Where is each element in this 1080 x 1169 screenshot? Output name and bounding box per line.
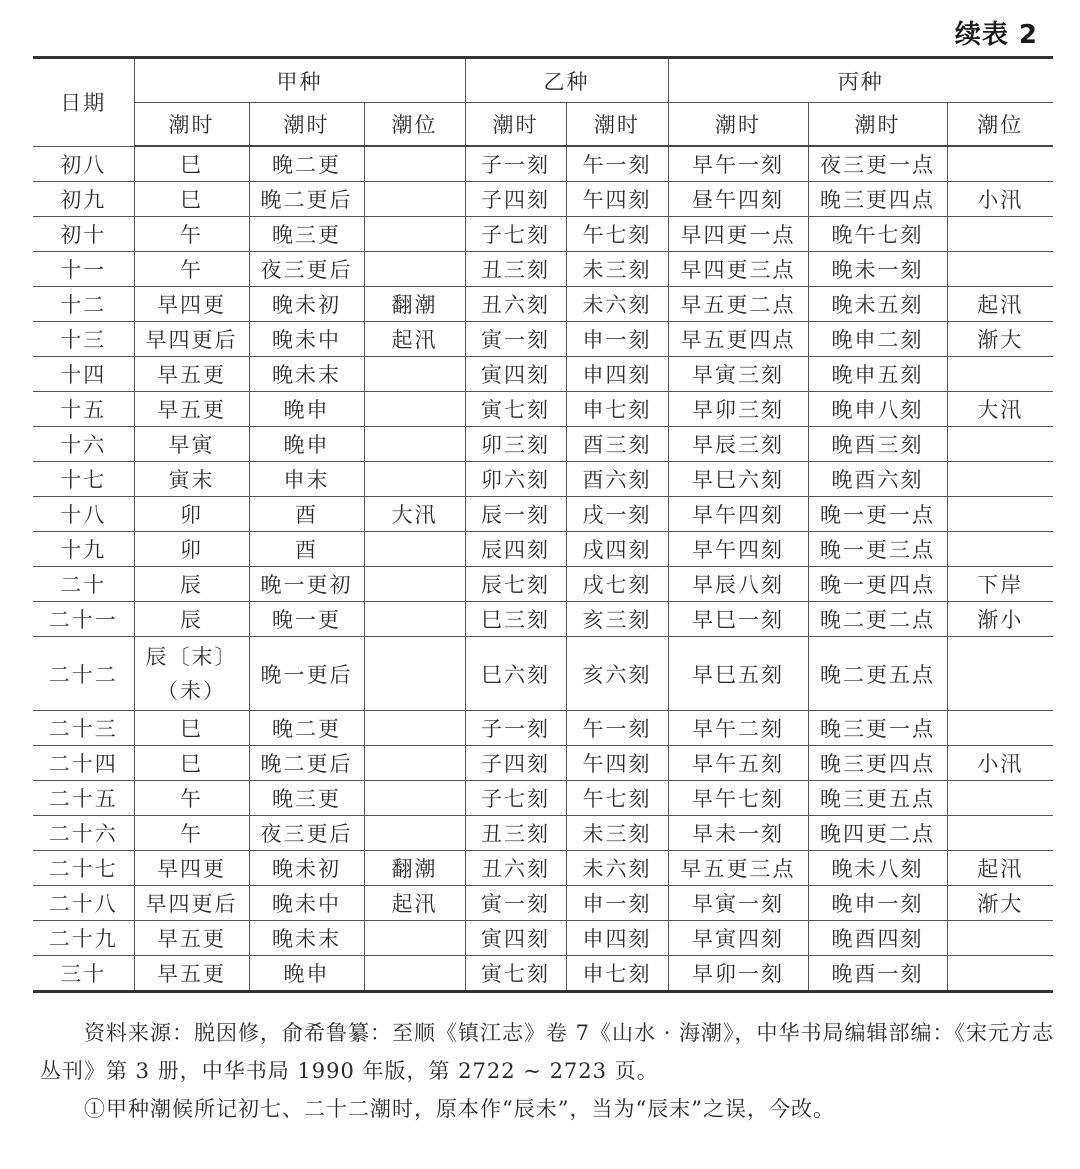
yi-tide-time-1: 巳六刻 — [465, 637, 566, 711]
bing-tide-level: 渐小 — [947, 602, 1053, 637]
table-row — [33, 851, 1053, 886]
table-body — [33, 146, 1053, 992]
bing-tide-level — [947, 956, 1053, 992]
bing-tide-time-1: 早四更一点 — [668, 217, 808, 252]
bing-tide-time-2: 晚酉三刻 — [808, 427, 947, 462]
yi-tide-time-2: 未六刻 — [566, 287, 668, 322]
bing-tide-time-2: 晚一更一点 — [808, 497, 947, 532]
jia-tide-time-2: 晚申 — [249, 427, 364, 462]
bing-tide-time-2: 晚酉六刻 — [808, 462, 947, 497]
jia-tide-level — [364, 427, 465, 462]
jia-tide-time-1: 巳 — [134, 146, 249, 182]
bing-tide-level — [947, 781, 1053, 816]
bing-tide-level — [947, 816, 1053, 851]
table-row — [33, 462, 1053, 497]
bing-tide-time-1: 早寅四刻 — [668, 921, 808, 956]
bing-tide-time-1: 早寅一刻 — [668, 886, 808, 921]
jia-tide-level: 翻潮 — [364, 851, 465, 886]
jia-tide-time-1: 午 — [134, 781, 249, 816]
yi-tide-time-2: 午七刻 — [566, 781, 668, 816]
bing-tide-level — [947, 711, 1053, 746]
jia-tide-time-1: 巳 — [134, 746, 249, 781]
jia-tide-time-1: 辰 — [134, 602, 249, 637]
yi-tide-time-2: 申四刻 — [566, 921, 668, 956]
bing-tide-level — [947, 357, 1053, 392]
header-jia-tide-time-2: 潮时 — [249, 103, 364, 147]
table-row — [33, 392, 1053, 427]
jia-tide-time-2: 晚一更 — [249, 602, 364, 637]
bing-tide-level — [947, 462, 1053, 497]
yi-tide-time-1: 卯三刻 — [465, 427, 566, 462]
bing-tide-level: 渐大 — [947, 322, 1053, 357]
date-cell: 二十六 — [33, 816, 134, 851]
jia-tide-time-2: 酉 — [249, 532, 364, 567]
yi-tide-time-1: 寅七刻 — [465, 392, 566, 427]
date-cell: 十六 — [33, 427, 134, 462]
date-cell: 二十五 — [33, 781, 134, 816]
yi-tide-time-2: 午四刻 — [566, 182, 668, 217]
header-yi-tide-time-2: 潮时 — [566, 103, 668, 147]
date-cell: 初八 — [33, 146, 134, 182]
date-cell: 二十九 — [33, 921, 134, 956]
jia-tide-time-2: 晚二更后 — [249, 182, 364, 217]
bing-tide-time-2: 晚酉四刻 — [808, 921, 947, 956]
yi-tide-time-1: 寅七刻 — [465, 956, 566, 992]
yi-tide-time-2: 戌四刻 — [566, 532, 668, 567]
header-group-jia: 甲种 — [134, 58, 465, 103]
bing-tide-time-2: 晚三更四点 — [808, 746, 947, 781]
date-cell: 十八 — [33, 497, 134, 532]
header-bing-tide-time-1: 潮时 — [668, 103, 808, 147]
header-group-bing: 丙种 — [668, 58, 1053, 103]
header-jia-tide-level: 潮位 — [364, 103, 465, 147]
yi-tide-time-2: 亥三刻 — [566, 602, 668, 637]
yi-tide-time-2: 申一刻 — [566, 886, 668, 921]
bing-tide-time-1: 早午四刻 — [668, 497, 808, 532]
bing-tide-level: 渐大 — [947, 886, 1053, 921]
jia-tide-time-2: 晚一更初 — [249, 567, 364, 602]
bing-tide-time-1: 早午二刻 — [668, 711, 808, 746]
jia-tide-level: 翻潮 — [364, 287, 465, 322]
yi-tide-time-2: 申一刻 — [566, 322, 668, 357]
yi-tide-time-1: 寅四刻 — [465, 921, 566, 956]
date-cell: 二十四 — [33, 746, 134, 781]
bing-tide-time-2: 晚未一刻 — [808, 252, 947, 287]
table-row — [33, 182, 1053, 217]
tide-table — [33, 56, 1053, 993]
table-row — [33, 816, 1053, 851]
bing-tide-level — [947, 146, 1053, 182]
source-note: 资料来源：脱因修，俞希鲁纂：至顺《镇江志》卷 7《山水 · 海潮》，中华书局编辑部编：《宋元方志丛刊》第 3 册，中华书局 1990 年版，第 2722 ~ 2723 页。 — [40, 1021, 1055, 1083]
jia-tide-time-1: 早寅 — [134, 427, 249, 462]
jia-tide-time-1: 早四更 — [134, 287, 249, 322]
table-row — [33, 497, 1053, 532]
bing-tide-time-2: 晚三更五点 — [808, 781, 947, 816]
bing-tide-time-2: 晚一更三点 — [808, 532, 947, 567]
jia-tide-time-1: 早五更 — [134, 956, 249, 992]
jia-tide-level — [364, 252, 465, 287]
jia-tide-level — [364, 746, 465, 781]
yi-tide-time-1: 丑六刻 — [465, 287, 566, 322]
jia-tide-level — [364, 357, 465, 392]
yi-tide-time-2: 酉三刻 — [566, 427, 668, 462]
bing-tide-time-1: 早五更三点 — [668, 851, 808, 886]
yi-tide-time-2: 亥六刻 — [566, 637, 668, 711]
jia-tide-time-2: 晚二更 — [249, 711, 364, 746]
yi-tide-time-2: 午一刻 — [566, 146, 668, 182]
bing-tide-level: 起汛 — [947, 851, 1053, 886]
jia-tide-level — [364, 816, 465, 851]
bing-tide-level — [947, 921, 1053, 956]
bing-tide-level: 小汛 — [947, 182, 1053, 217]
bing-tide-time-1: 早四更三点 — [668, 252, 808, 287]
bing-tide-time-1: 早未一刻 — [668, 816, 808, 851]
bing-tide-time-2: 晚一更四点 — [808, 567, 947, 602]
table-notes — [40, 1014, 1055, 1128]
jia-tide-time-1: 卯 — [134, 532, 249, 567]
bing-tide-level — [947, 497, 1053, 532]
bing-tide-time-1: 早午七刻 — [668, 781, 808, 816]
date-cell: 三十 — [33, 956, 134, 992]
bing-tide-time-1: 早巳一刻 — [668, 602, 808, 637]
bing-tide-time-1: 早寅三刻 — [668, 357, 808, 392]
header-yi-tide-time-1: 潮时 — [465, 103, 566, 147]
header-group-row — [33, 58, 1053, 103]
bing-tide-time-2: 晚申一刻 — [808, 886, 947, 921]
jia-tide-time-2: 晚三更 — [249, 217, 364, 252]
yi-tide-time-1: 卯六刻 — [465, 462, 566, 497]
date-cell: 二十 — [33, 567, 134, 602]
jia-tide-level: 起汛 — [364, 886, 465, 921]
cell-line: （未） — [157, 678, 226, 703]
bing-tide-time-2: 晚申五刻 — [808, 357, 947, 392]
bing-tide-time-2: 晚酉一刻 — [808, 956, 947, 992]
table-row — [33, 886, 1053, 921]
jia-tide-level — [364, 602, 465, 637]
jia-tide-time-1: 午 — [134, 816, 249, 851]
jia-tide-time-2: 晚未末 — [249, 357, 364, 392]
bing-tide-time-1: 早辰八刻 — [668, 567, 808, 602]
jia-tide-time-1: 寅末 — [134, 462, 249, 497]
header-sub-row — [33, 103, 1053, 147]
date-cell: 十一 — [33, 252, 134, 287]
yi-tide-time-2: 未六刻 — [566, 851, 668, 886]
yi-tide-time-1: 丑六刻 — [465, 851, 566, 886]
table-row — [33, 322, 1053, 357]
date-cell: 二十八 — [33, 886, 134, 921]
date-cell: 二十七 — [33, 851, 134, 886]
table-row — [33, 921, 1053, 956]
bing-tide-time-2: 晚三更四点 — [808, 182, 947, 217]
bing-tide-level — [947, 217, 1053, 252]
table-row — [33, 637, 1053, 711]
bing-tide-time-1: 早巳五刻 — [668, 637, 808, 711]
bing-tide-time-2: 晚未五刻 — [808, 287, 947, 322]
jia-tide-time-1 — [134, 637, 249, 711]
bing-tide-level — [947, 637, 1053, 711]
jia-tide-time-1: 巳 — [134, 182, 249, 217]
jia-tide-level — [364, 217, 465, 252]
jia-tide-time-2: 晚三更 — [249, 781, 364, 816]
jia-tide-time-2: 晚未末 — [249, 921, 364, 956]
yi-tide-time-2: 午七刻 — [566, 217, 668, 252]
jia-tide-time-2: 夜三更后 — [249, 816, 364, 851]
jia-tide-time-2: 晚申 — [249, 956, 364, 992]
jia-tide-level — [364, 182, 465, 217]
table-row — [33, 956, 1053, 992]
jia-tide-time-1: 午 — [134, 252, 249, 287]
bing-tide-time-1: 昼午四刻 — [668, 182, 808, 217]
header-group-yi: 乙种 — [465, 58, 668, 103]
yi-tide-time-1: 子七刻 — [465, 781, 566, 816]
footnote: ①甲种潮候所记初七、二十二潮时，原本作“辰未”，当为“辰末”之误，今改。 — [84, 1097, 835, 1121]
jia-tide-time-1: 早五更 — [134, 921, 249, 956]
bing-tide-time-1: 早巳六刻 — [668, 462, 808, 497]
jia-tide-time-2: 晚二更 — [249, 146, 364, 182]
yi-tide-time-2: 申七刻 — [566, 956, 668, 992]
yi-tide-time-1: 丑三刻 — [465, 816, 566, 851]
bing-tide-level: 小汛 — [947, 746, 1053, 781]
date-cell: 二十三 — [33, 711, 134, 746]
bing-tide-time-1: 早午一刻 — [668, 146, 808, 182]
table-row — [33, 252, 1053, 287]
jia-tide-level — [364, 711, 465, 746]
cell-line: 辰〔末〕 — [145, 644, 238, 669]
bing-tide-level: 大汛 — [947, 392, 1053, 427]
yi-tide-time-1: 子一刻 — [465, 146, 566, 182]
yi-tide-time-2: 未三刻 — [566, 252, 668, 287]
jia-tide-level — [364, 392, 465, 427]
yi-tide-time-1: 寅四刻 — [465, 357, 566, 392]
jia-tide-time-2: 晚一更后 — [249, 637, 364, 711]
table-row — [33, 427, 1053, 462]
bing-tide-level — [947, 532, 1053, 567]
jia-tide-time-2: 晚未初 — [249, 287, 364, 322]
bing-tide-time-1: 早辰三刻 — [668, 427, 808, 462]
jia-tide-time-2: 申末 — [249, 462, 364, 497]
yi-tide-time-1: 寅一刻 — [465, 322, 566, 357]
jia-tide-time-1: 卯 — [134, 497, 249, 532]
bing-tide-time-1: 早卯一刻 — [668, 956, 808, 992]
yi-tide-time-1: 子四刻 — [465, 182, 566, 217]
table-row — [33, 146, 1053, 182]
bing-tide-level: 起汛 — [947, 287, 1053, 322]
bing-tide-time-2: 晚午七刻 — [808, 217, 947, 252]
table-row — [33, 287, 1053, 322]
date-cell: 二十一 — [33, 602, 134, 637]
yi-tide-time-2: 酉六刻 — [566, 462, 668, 497]
yi-tide-time-2: 午四刻 — [566, 746, 668, 781]
yi-tide-time-2: 未三刻 — [566, 816, 668, 851]
date-cell: 二十二 — [33, 637, 134, 711]
jia-tide-level — [364, 921, 465, 956]
table-row — [33, 711, 1053, 746]
bing-tide-time-1: 早午四刻 — [668, 532, 808, 567]
yi-tide-time-1: 子四刻 — [465, 746, 566, 781]
table-row — [33, 602, 1053, 637]
table-row — [33, 357, 1053, 392]
yi-tide-time-1: 子七刻 — [465, 217, 566, 252]
jia-tide-level — [364, 637, 465, 711]
jia-tide-level — [364, 567, 465, 602]
table-row — [33, 746, 1053, 781]
date-cell: 十九 — [33, 532, 134, 567]
yi-tide-time-2: 戌一刻 — [566, 497, 668, 532]
yi-tide-time-2: 戌七刻 — [566, 567, 668, 602]
date-cell: 十五 — [33, 392, 134, 427]
jia-tide-time-2: 晚未中 — [249, 322, 364, 357]
header-bing-tide-time-2: 潮时 — [808, 103, 947, 147]
jia-tide-level — [364, 781, 465, 816]
jia-tide-time-2: 夜三更后 — [249, 252, 364, 287]
jia-tide-time-1: 午 — [134, 217, 249, 252]
bing-tide-level — [947, 252, 1053, 287]
yi-tide-time-1: 辰七刻 — [465, 567, 566, 602]
jia-tide-time-1: 早四更后 — [134, 322, 249, 357]
bing-tide-time-1: 早卯三刻 — [668, 392, 808, 427]
jia-tide-level — [364, 462, 465, 497]
jia-tide-time-1: 早五更 — [134, 357, 249, 392]
table-row — [33, 567, 1053, 602]
jia-tide-time-1: 早四更 — [134, 851, 249, 886]
yi-tide-time-2: 午一刻 — [566, 711, 668, 746]
date-cell: 十七 — [33, 462, 134, 497]
bing-tide-time-1: 早午五刻 — [668, 746, 808, 781]
yi-tide-time-1: 子一刻 — [465, 711, 566, 746]
bing-tide-time-2: 晚四更二点 — [808, 816, 947, 851]
table-row — [33, 217, 1053, 252]
jia-tide-level — [364, 146, 465, 182]
yi-tide-time-1: 辰四刻 — [465, 532, 566, 567]
table-row — [33, 532, 1053, 567]
jia-tide-level: 起汛 — [364, 322, 465, 357]
date-cell: 十二 — [33, 287, 134, 322]
jia-tide-level — [364, 956, 465, 992]
date-cell: 初九 — [33, 182, 134, 217]
bing-tide-level — [947, 427, 1053, 462]
yi-tide-time-1: 丑三刻 — [465, 252, 566, 287]
jia-tide-level — [364, 532, 465, 567]
bing-tide-time-2: 晚申二刻 — [808, 322, 947, 357]
header-jia-tide-time-1: 潮时 — [134, 103, 249, 147]
table-row — [33, 781, 1053, 816]
bing-tide-time-1: 早五更四点 — [668, 322, 808, 357]
jia-tide-time-2: 晚申 — [249, 392, 364, 427]
date-cell: 十三 — [33, 322, 134, 357]
bing-tide-time-2: 晚二更二点 — [808, 602, 947, 637]
bing-tide-time-2: 晚申八刻 — [808, 392, 947, 427]
yi-tide-time-1: 辰一刻 — [465, 497, 566, 532]
jia-tide-time-2: 晚未中 — [249, 886, 364, 921]
header-bing-tide-level: 潮位 — [947, 103, 1053, 147]
bing-tide-level: 下岸 — [947, 567, 1053, 602]
bing-tide-time-2: 晚未八刻 — [808, 851, 947, 886]
bing-tide-time-2: 夜三更一点 — [808, 146, 947, 182]
bing-tide-time-1: 早五更二点 — [668, 287, 808, 322]
jia-tide-time-1: 早四更后 — [134, 886, 249, 921]
jia-tide-time-2: 酉 — [249, 497, 364, 532]
bing-tide-time-2: 晚二更五点 — [808, 637, 947, 711]
yi-tide-time-1: 巳三刻 — [465, 602, 566, 637]
jia-tide-time-2: 晚二更后 — [249, 746, 364, 781]
jia-tide-time-2: 晚未初 — [249, 851, 364, 886]
jia-tide-level: 大汛 — [364, 497, 465, 532]
yi-tide-time-2: 申四刻 — [566, 357, 668, 392]
jia-tide-time-1: 早五更 — [134, 392, 249, 427]
jia-tide-time-1: 辰 — [134, 567, 249, 602]
date-cell: 初十 — [33, 217, 134, 252]
yi-tide-time-2: 申七刻 — [566, 392, 668, 427]
date-cell: 十四 — [33, 357, 134, 392]
header-date: 日期 — [33, 58, 134, 147]
table-caption: 续表 2 — [954, 20, 1038, 50]
bing-tide-time-2: 晚三更一点 — [808, 711, 947, 746]
jia-tide-time-1: 巳 — [134, 711, 249, 746]
yi-tide-time-1: 寅一刻 — [465, 886, 566, 921]
